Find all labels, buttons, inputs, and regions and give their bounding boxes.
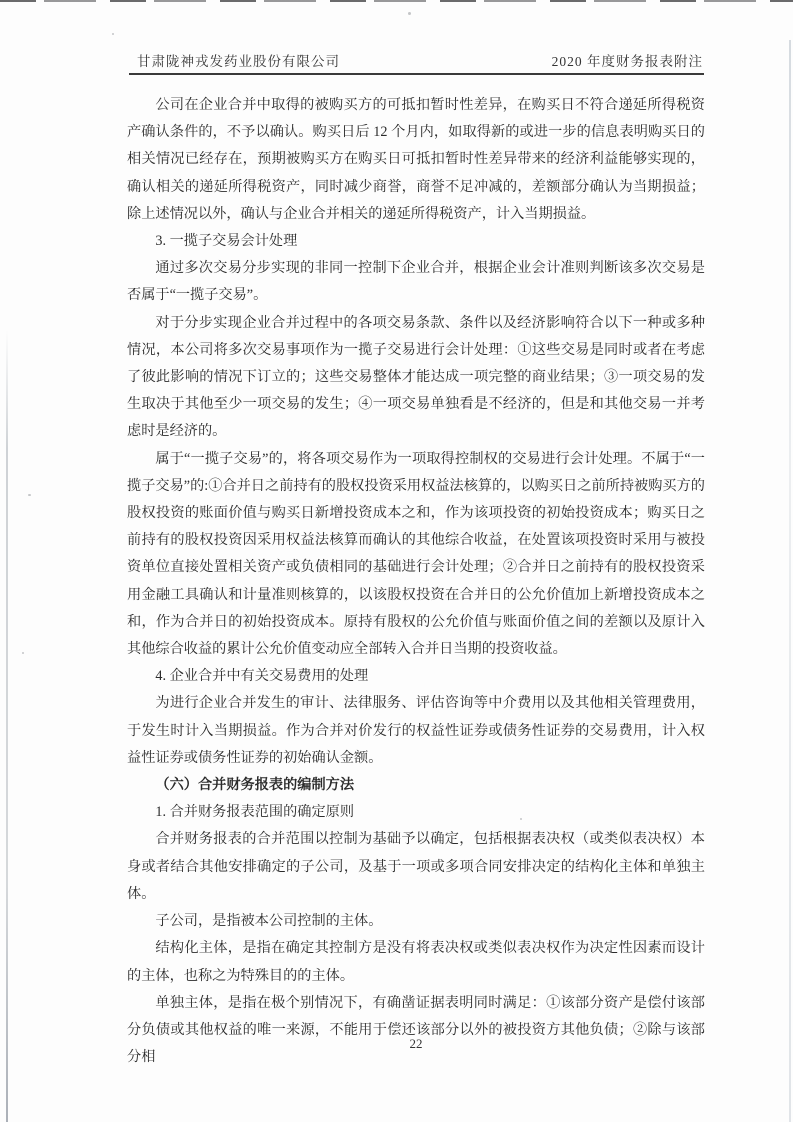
scan-speck [28,494,31,496]
page-header [137,50,703,70]
paragraph-deferred-tax-in-merger: 公司在企业合并中取得的被购买方的可抵扣暂时性差异，在购买日不符合递延所得税资产确认条件的，不予以确认。购买日后 12 个月内，如取得新的或进一步的信息表明购买日的相关情况已经存在，预期被购买方在购买日可抵扣暂时性差异带来的经济利益能够实现的，确认相关的递延所得税资产，同时减少商誉，商誉不足冲减的，差额部分确认为当期损益；除上述情况以外，确认与企业合并相关的递延所得税资产，计入当期损益。 [127,97,705,222]
scan-speck [408,12,411,15]
paragraph-stepwise-merger-conditions: 对于分步实现企业合并过程中的各项交易条款、条件以及经济影响符合以下一种或多种情况，本公司将多次交易事项作为一揽子交易进行会计处理：①这些交易是同时或者在考虑了彼此影响的情况下订立的；这些交易整体才能达成一项完整的商业结果；③一项交易的发生取决于其他至少一项交易的发生；④一项交易单独看是不经济的，但是和其他交易一并考虑时是经济的。 [127,314,705,440]
page-number: 22 [409,1036,423,1051]
heading-consolidated-statements-method: （六）合并财务报表的编制方法 [155,777,355,794]
paragraph-separate-entity-definition: 单独主体，是指在极个别情况下，有确凿证据表明同时满足：①该部分资产是偿付该部分负债或其他权益的唯一来源，不能用于偿还该部分以外的被投资方其他负债；②除与该部分相 [127,994,705,1066]
paragraph-consolidation-scope: 合并财务报表的合并范围以控制为基础予以确定，包括根据表决权（或类似表决权）本身或者结合其他安排确定的子公司，及基于一项或多项合同安排决定的结构化主体和单独主体。 [127,831,705,902]
paragraph-merger-transaction-costs: 为进行企业合并发生的审计、法律服务、评估咨询等中介费用以及其他相关管理费用，于发生时计入当期损益。作为合并对价发行的权益性证券或债务性证券的交易费用，计入权益性证券或债务性证券的初始确认金额。 [127,695,705,766]
scan-speck [112,33,114,35]
scan-artifact-top-edge [0,0,793,2]
header-rule [129,73,704,75]
paragraph-bundled-vs-nonbundled-treatment: 属于“一揽子交易”的，将各项交易作为一项取得控制权的交易进行会计处理。不属于“一揽子交易”的:①合并日之前持有的股权投资采用权益法核算的，以购买日之前所持被购买方的股权投资的账面价值与购买日新增投资成本之和，作为该项投资的初始投资成本；购买日之前持有的股权投资因采用权益法核算而确认的其他综合收益，在处置该项投资时采用与被投资单位直接处置相关资产或负债相同的基础进行会计处理；②合并日之前持有的股权投资采用金融工具确认和计量准则核算的，以该股权投资在合并日的公允价值加上新增投资成本之和，作为合并日的初始投资成本。原持有股权的公允价值与账面价值之间的差额以及原计入其他综合收益的累计公允价值变动应全部转入合并日当期的投资收益。 [127,450,705,658]
paragraph-subsidiary-definition: 子公司，是指被本公司控制的主体。 [155,913,383,930]
paragraph-bundled-transaction-judgment: 通过多次交易分步实现的非同一控制下企业合并，根据企业会计准则判断该多次交易是否属于“一揽子交易”。 [127,260,705,304]
heading-consolidation-scope-principle: 1. 合并财务报表范围的确定原则 [155,804,355,821]
heading-bundled-transaction-accounting: 3. 一揽子交易会计处理 [155,233,298,250]
document-title: 2020 年度财务报表附注 [551,54,703,69]
heading-merger-transaction-costs: 4. 企业合并中有关交易费用的处理 [155,668,369,685]
document-body [127,92,705,1071]
company-name: 甘肃陇神戎发药业股份有限公司 [137,54,340,69]
scan-speck [22,652,24,654]
scan-artifact-right-edge [789,40,791,1122]
scan-artifact-left-edge [6,330,8,1122]
paragraph-structured-entity-definition: 结构化主体，是指在确定其控制方是没有将表决权或类似表决权作为决定性因素而设计的主体，也称之为特殊目的的主体。 [127,940,705,984]
